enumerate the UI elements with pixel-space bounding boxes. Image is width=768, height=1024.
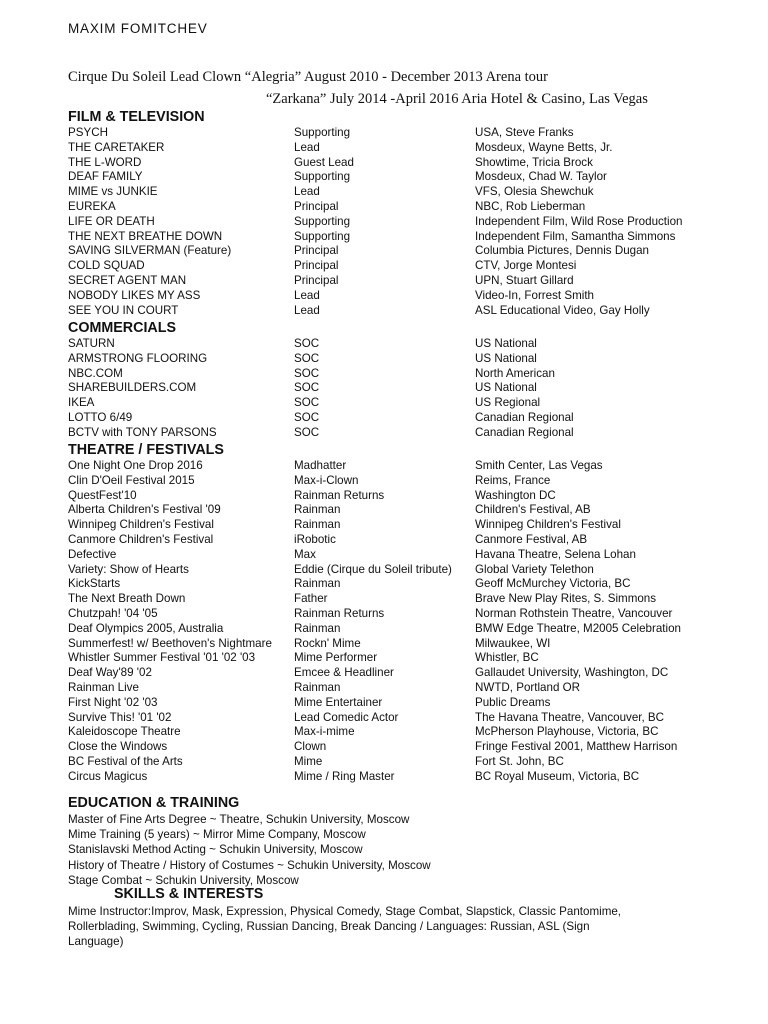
- credit-title: KickStarts: [68, 577, 121, 591]
- credit-row: [0, 126, 768, 141]
- credit-title: SATURN: [68, 337, 115, 350]
- credit-title: THE L-WORD: [68, 155, 142, 169]
- credit-title: Whistler Summer Festival '01 '02 '03: [68, 651, 256, 665]
- credit-venue: NBC, Rob Lieberman: [475, 199, 586, 213]
- credit-venue: Smith Center, Las Vegas: [475, 459, 603, 472]
- credit-row: [0, 367, 768, 382]
- credit-row: [0, 622, 768, 637]
- credit-role: SOC: [294, 381, 320, 395]
- credit-role: Rainman Returns: [294, 488, 385, 502]
- credit-title: DEAF FAMILY: [68, 170, 143, 184]
- credit-row: [0, 474, 768, 489]
- credit-venue: The Havana Theatre, Vancouver, BC: [475, 710, 665, 724]
- film-heading: FILM & TELEVISION: [68, 109, 205, 125]
- credit-role: Mime / Ring Master: [294, 769, 395, 783]
- credit-venue: Mosdeux, Wayne Betts, Jr.: [475, 140, 613, 154]
- credit-role: Guest Lead: [294, 155, 354, 169]
- credit-role: Supporting: [294, 170, 351, 184]
- theatre-table: [0, 459, 768, 785]
- credit-row: [0, 503, 768, 518]
- education-line: Mime Training (5 years) ~ Mirror Mime Company, Moscow: [68, 828, 366, 842]
- credit-venue: Fringe Festival 2001, Matthew Harrison: [475, 740, 678, 754]
- credit-role: SOC: [294, 410, 320, 424]
- credit-row: [0, 244, 768, 259]
- credit-role: Principal: [294, 199, 339, 213]
- credit-role: Rainman: [294, 621, 341, 635]
- credit-title: The Next Breath Down: [68, 592, 186, 606]
- credit-role: Rainman: [294, 577, 341, 591]
- credit-venue: Global Variety Telethon: [475, 562, 594, 576]
- credit-row: [0, 666, 768, 681]
- credit-title: LIFE OR DEATH: [68, 214, 155, 228]
- credit-title: Deaf Olympics 2005, Australia: [68, 621, 224, 635]
- credit-title: First Night '02 '03: [68, 695, 158, 709]
- credit-title: SHAREBUILDERS.COM: [68, 381, 197, 395]
- credit-venue: US National: [475, 337, 537, 350]
- credit-venue: Video-In, Forrest Smith: [475, 288, 594, 302]
- credit-venue: Geoff McMurchey Victoria, BC: [475, 577, 631, 591]
- credit-row: [0, 770, 768, 785]
- credit-title: Rainman Live: [68, 680, 139, 694]
- credit-venue: Canmore Festival, AB: [475, 532, 588, 546]
- credit-role: Rainman Returns: [294, 606, 385, 620]
- credit-role: Rockn' Mime: [294, 636, 361, 650]
- credit-venue: Children's Festival, AB: [475, 503, 591, 517]
- credit-venue: Fort St. John, BC: [475, 754, 564, 768]
- credit-row: [0, 563, 768, 578]
- credit-row: [0, 259, 768, 274]
- credit-venue: Canadian Regional: [475, 410, 574, 424]
- credit-row: [0, 740, 768, 755]
- education-line: Stanislavski Method Acting ~ Schukin University, Moscow: [68, 843, 363, 857]
- credit-row: [0, 141, 768, 156]
- credit-venue: BC Royal Museum, Victoria, BC: [475, 769, 640, 783]
- credit-title: MIME vs JUNKIE: [68, 185, 158, 199]
- credit-row: [0, 396, 768, 411]
- credit-role: SOC: [294, 425, 320, 439]
- credit-title: BC Festival of the Arts: [68, 754, 183, 768]
- resume-name: MAXIM FOMITCHEV: [68, 21, 208, 36]
- credit-title: Canmore Children's Festival: [68, 532, 214, 546]
- credit-venue: Independent Film, Samantha Simmons: [475, 229, 676, 243]
- credit-title: LOTTO 6/49: [68, 410, 133, 424]
- credit-venue: UPN, Stuart Gillard: [475, 273, 574, 287]
- education-line: Stage Combat ~ Schukin University, Moscow: [68, 873, 299, 887]
- skills-text: [68, 904, 716, 950]
- commercials-heading: COMMERCIALS: [68, 320, 177, 336]
- credit-venue: Showtime, Tricia Brock: [475, 155, 593, 169]
- credit-row: [0, 274, 768, 289]
- credit-role: Eddie (Cirque du Soleil tribute): [294, 562, 452, 576]
- credit-role: Max-i-mime: [294, 725, 355, 739]
- credit-row: [0, 681, 768, 696]
- credit-title: Survive This! '01 '02: [68, 710, 172, 724]
- credit-role: Lead: [294, 288, 320, 302]
- education-list: [68, 812, 716, 888]
- credit-title: COLD SQUAD: [68, 259, 145, 273]
- credit-role: Lead: [294, 140, 320, 154]
- credit-title: Close the Windows: [68, 740, 168, 754]
- credit-venue: US Regional: [475, 396, 541, 410]
- credit-row: [0, 637, 768, 652]
- credit-title: NOBODY LIKES MY ASS: [68, 288, 201, 302]
- credit-row: [0, 156, 768, 171]
- credit-title: Deaf Way'89 '02: [68, 666, 152, 680]
- credit-venue: Milwaukee, WI: [475, 636, 551, 650]
- credit-title: SAVING SILVERMAN (Feature): [68, 244, 232, 258]
- skills-line: Language): [68, 935, 124, 949]
- credit-venue: Whistler, BC: [475, 651, 539, 665]
- credit-role: Max-i-Clown: [294, 473, 359, 487]
- theatre-heading: THEATRE / FESTIVALS: [68, 442, 224, 458]
- credit-venue: Independent Film, Wild Rose Production: [475, 214, 683, 228]
- credit-title: Alberta Children's Festival '09: [68, 503, 221, 517]
- credit-role: Supporting: [294, 126, 351, 139]
- credit-row: [0, 592, 768, 607]
- credit-venue: NWTD, Portland OR: [475, 680, 581, 694]
- credit-row: [0, 651, 768, 666]
- credit-venue: Gallaudet University, Washington, DC: [475, 666, 669, 680]
- credit-row: [0, 607, 768, 622]
- credit-venue: ASL Educational Video, Gay Holly: [475, 303, 650, 317]
- credit-title: ARMSTRONG FLOORING: [68, 351, 208, 365]
- credit-row: [0, 200, 768, 215]
- credit-row: [0, 696, 768, 711]
- credit-role: Lead Comedic Actor: [294, 710, 399, 724]
- credit-title: One Night One Drop 2016: [68, 459, 203, 472]
- credit-venue: Mosdeux, Chad W. Taylor: [475, 170, 607, 184]
- credit-role: Clown: [294, 740, 327, 754]
- film-table: [0, 126, 768, 318]
- credit-title: EUREKA: [68, 199, 116, 213]
- credit-title: Chutzpah! '04 '05: [68, 606, 158, 620]
- credit-row: [0, 577, 768, 592]
- credit-venue: Reims, France: [475, 473, 551, 487]
- cirque-line-2: “Zarkana” July 2014 -April 2016 Aria Hotel & Casino, Las Vegas: [266, 91, 648, 107]
- commercials-table: [0, 337, 768, 441]
- credit-title: BCTV with TONY PARSONS: [68, 425, 217, 439]
- credit-venue: Havana Theatre, Selena Lohan: [475, 547, 636, 561]
- credit-row: [0, 352, 768, 367]
- credit-title: NBC.COM: [68, 366, 123, 380]
- credit-title: PSYCH: [68, 126, 108, 139]
- credit-role: Principal: [294, 259, 339, 273]
- credit-venue: McPherson Playhouse, Victoria, BC: [475, 725, 659, 739]
- credit-venue: Norman Rothstein Theatre, Vancouver: [475, 606, 673, 620]
- credit-venue: VFS, Olesia Shewchuk: [475, 185, 594, 199]
- credit-row: [0, 170, 768, 185]
- credit-row: [0, 755, 768, 770]
- credit-row: [0, 230, 768, 245]
- credit-title: QuestFest'10: [68, 488, 137, 502]
- credit-title: Circus Magicus: [68, 769, 148, 783]
- skills-heading: SKILLS & INTERESTS: [114, 886, 264, 902]
- credit-venue: USA, Steve Franks: [475, 126, 574, 139]
- credit-role: Rainman: [294, 518, 341, 532]
- credit-role: Lead: [294, 303, 320, 317]
- credit-role: Principal: [294, 273, 339, 287]
- credit-role: iRobotic: [294, 532, 336, 546]
- credit-title: THE CARETAKER: [68, 140, 165, 154]
- credit-row: [0, 426, 768, 441]
- credit-row: [0, 489, 768, 504]
- credit-venue: CTV, Jorge Montesi: [475, 259, 577, 273]
- credit-role: Principal: [294, 244, 339, 258]
- credit-row: [0, 459, 768, 474]
- credit-row: [0, 725, 768, 740]
- credit-role: SOC: [294, 351, 320, 365]
- education-line: Master of Fine Arts Degree ~ Theatre, Schukin University, Moscow: [68, 813, 410, 826]
- cirque-line-1: Cirque Du Soleil Lead Clown “Alegria” August 2010 - December 2013 Arena tour: [68, 69, 548, 85]
- credit-role: SOC: [294, 396, 320, 410]
- credit-title: Defective: [68, 547, 117, 561]
- credit-title: Winnipeg Children's Festival: [68, 518, 214, 532]
- credit-role: Emcee & Headliner: [294, 666, 394, 680]
- credit-venue: Brave New Play Rites, S. Simmons: [475, 592, 657, 606]
- credit-row: [0, 548, 768, 563]
- credit-row: [0, 185, 768, 200]
- credit-role: Lead: [294, 185, 320, 199]
- credit-title: Kaleidoscope Theatre: [68, 725, 181, 739]
- credit-venue: Columbia Pictures, Dennis Dugan: [475, 244, 649, 258]
- credit-title: IKEA: [68, 396, 95, 410]
- credit-row: [0, 518, 768, 533]
- credit-row: [0, 337, 768, 352]
- credit-role: Supporting: [294, 214, 351, 228]
- credit-venue: Public Dreams: [475, 695, 551, 709]
- credit-row: [0, 533, 768, 548]
- credit-row: [0, 381, 768, 396]
- credit-venue: Washington DC: [475, 488, 556, 502]
- credit-venue: Winnipeg Children's Festival: [475, 518, 621, 532]
- credit-venue: BMW Edge Theatre, M2005 Celebration: [475, 621, 682, 635]
- credit-title: Clin D'Oeil Festival 2015: [68, 473, 195, 487]
- education-line: History of Theatre / History of Costumes ~ Schukin University, Moscow: [68, 858, 431, 872]
- credit-row: [0, 711, 768, 726]
- credit-venue: US National: [475, 351, 537, 365]
- skills-line: Mime Instructor:Improv, Mask, Expression, Physical Comedy, Stage Combat, Slapstick, Classic Pantomime,: [68, 905, 622, 918]
- credit-role: Father: [294, 592, 328, 606]
- credit-title: SEE YOU IN COURT: [68, 303, 179, 317]
- credit-role: SOC: [294, 337, 320, 350]
- credit-title: Summerfest! w/ Beethoven's Nightmare: [68, 636, 272, 650]
- credit-role: Rainman: [294, 680, 341, 694]
- credit-row: [0, 411, 768, 426]
- credit-venue: North American: [475, 366, 555, 380]
- credit-row: [0, 215, 768, 230]
- credit-title: THE NEXT BREATHE DOWN: [68, 229, 223, 243]
- credit-row: [0, 304, 768, 319]
- credit-role: Mime Entertainer: [294, 695, 383, 709]
- credit-venue: Canadian Regional: [475, 425, 574, 439]
- skills-line: Rollerblading, Swimming, Cycling, Russian Dancing, Break Dancing / Languages: Russian, ASL (Sign: [68, 920, 590, 934]
- credit-role: Madhatter: [294, 459, 347, 472]
- credit-role: Mime Performer: [294, 651, 378, 665]
- credit-role: Max: [294, 547, 316, 561]
- credit-role: SOC: [294, 366, 320, 380]
- credit-row: [0, 289, 768, 304]
- credit-role: Supporting: [294, 229, 351, 243]
- credit-venue: US National: [475, 381, 537, 395]
- credit-title: SECRET AGENT MAN: [68, 273, 187, 287]
- credit-title: Variety: Show of Hearts: [68, 562, 189, 576]
- credit-role: Rainman: [294, 503, 341, 517]
- credit-role: Mime: [294, 754, 323, 768]
- education-heading: EDUCATION & TRAINING: [68, 795, 240, 811]
